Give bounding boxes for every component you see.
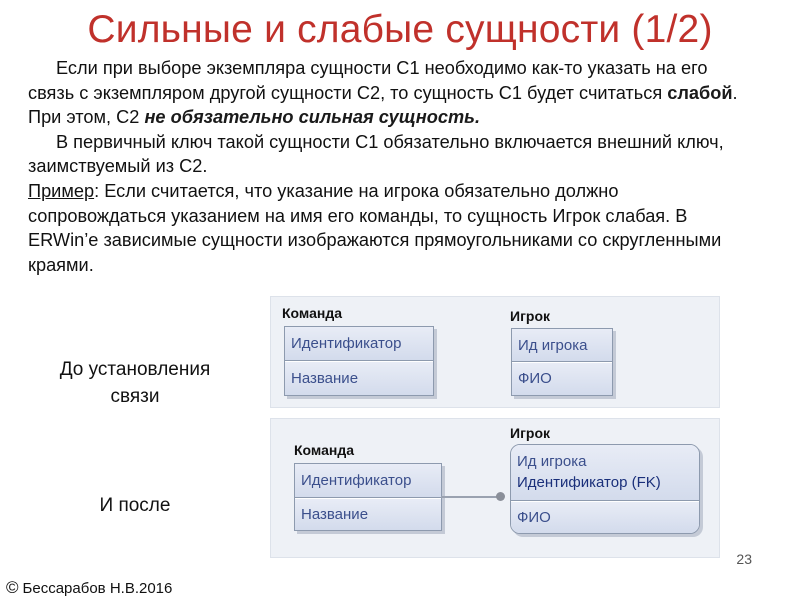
before-team-pk: Идентификатор — [285, 327, 433, 361]
before-label — [30, 356, 240, 410]
relationship-line[interactable] — [441, 496, 503, 498]
page-number: 23 — [736, 551, 752, 567]
slide-body — [28, 56, 748, 277]
before-player-pk: Ид игрока — [512, 329, 612, 362]
before-player-attr: ФИО — [512, 363, 612, 395]
paragraph-1-text-b: . При этом, C2 — [28, 82, 738, 128]
before-player-entity[interactable] — [511, 328, 613, 396]
relationship-dot — [496, 492, 505, 501]
slide-title: Сильные и слабые сущности (1/2) — [87, 8, 713, 51]
after-player-pk: Ид игрока — [517, 453, 587, 470]
strong-note: не обязательно сильная сущность. — [144, 107, 481, 128]
example-label: Пример — [28, 180, 95, 201]
paragraph-2: В первичный ключ такой сущности C1 обязательно включается внешний ключ, заимствуемый из C2. — [28, 131, 724, 177]
before-label-line1: До установления — [59, 359, 211, 380]
before-label-line2: связи — [110, 386, 160, 407]
after-player-keys — [511, 445, 699, 501]
paragraph-1-text-a: Если при выборе экземпляра сущности C1 необходимо как-то указать на его связь с экземпляром другой сущности C2, то сущность C1 будет считаться — [28, 58, 708, 103]
after-label: И после — [99, 495, 171, 516]
before-team-name: Команда — [282, 305, 342, 321]
example-text: : Если считается, что указание на игрока обязательно должно сопровождаться указанием на имя его команды, то сущность Игрок слабая. В ERWin’е зависимые сущности изображаются прямоугольниками со скругленными краями. — [28, 180, 722, 275]
after-team-attr: Название — [295, 499, 441, 530]
after-player-attr: ФИО — [511, 502, 699, 533]
before-player-name: Игрок — [510, 308, 551, 324]
after-team-pk: Идентификатор — [295, 464, 441, 498]
footer — [6, 578, 172, 598]
before-team-entity[interactable] — [284, 326, 434, 396]
after-player-name: Игрок — [510, 425, 551, 441]
copyright-icon: © — [6, 578, 19, 597]
after-team-entity[interactable] — [294, 463, 442, 531]
footer-author: Бессарабов Н.В.2016 — [22, 580, 173, 597]
after-team-name: Команда — [294, 442, 354, 458]
after-player-fk: Идентификатор (FK) — [517, 474, 661, 491]
paragraph-1 — [28, 56, 748, 130]
after-player-entity[interactable] — [510, 444, 700, 534]
before-team-attr: Название — [285, 362, 433, 395]
paragraph-example — [28, 179, 748, 277]
weak-term: слабой — [667, 82, 733, 103]
